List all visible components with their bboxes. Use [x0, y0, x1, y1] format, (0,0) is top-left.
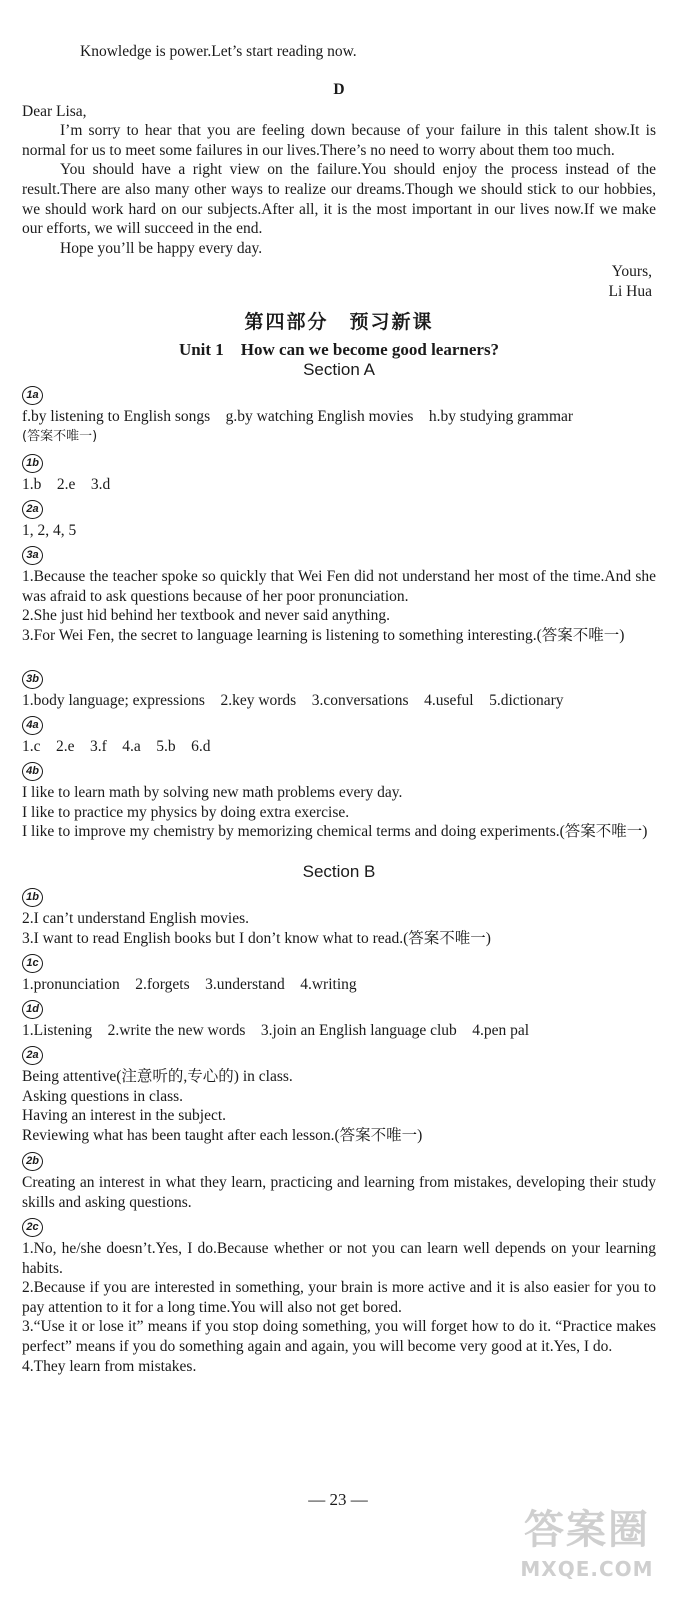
answer-line: 2.She just hid behind her textbook and never said anything. [22, 607, 391, 625]
watermark-text: 答案圈 [524, 1507, 650, 1553]
answer-block-a-2a [22, 498, 656, 541]
exercise-tag: 1b [22, 454, 43, 473]
answer-block-a-1b [22, 452, 656, 495]
exercise-tag: 4a [22, 716, 43, 735]
answer-line: 3.I want to read English books but I don’t know what to read.(答案不唯一) [22, 929, 491, 947]
answer-line: f.by listening to English songs g.by watching English movies h.by studying grammar [22, 408, 574, 425]
answer-line: 2.Because if you are interested in something, your brain is more active and it is also easier for you to pay attention to it for a long time.You will also not get bored. [22, 1279, 656, 1316]
answer-block-b-2b [22, 1150, 656, 1212]
exercise-tag: 2b [22, 1152, 43, 1171]
answer-block-b-2a [22, 1044, 656, 1145]
letter-paragraph-1: I’m sorry to hear that you are feeling down because of your failure in this talent show.It is normal for us to meet some failures in our lives.There’s no need to worry about them too much. [22, 122, 656, 159]
answer-line: 1.body language; expressions 2.key words 3.conversations 4.useful 5.dictionary [22, 692, 564, 709]
answer-block-b-2c [22, 1216, 656, 1376]
answer-line: 1.Because the teacher spoke so quickly that Wei Fen did not understand her most of the time.And she was afraid to ask questions because of her poor pronunciation. [22, 568, 656, 605]
answer-block-a-4a [22, 714, 656, 757]
watermark-logo [512, 1505, 662, 1595]
answer-line: 1, 2, 4, 5 [22, 522, 77, 539]
exercise-tag: 2a [22, 1046, 43, 1065]
answer-line: I like to improve my chemistry by memorizing chemical terms and doing experiments.(答案不唯一) [22, 823, 648, 841]
answer-block-a-3a [22, 544, 656, 645]
exercise-tag: 3b [22, 670, 43, 689]
section-b-heading: Section B [302, 862, 376, 881]
answer-line: 1.No, he/she doesn’t.Yes, I do.Because whether or not you can learn well depends on your learning habits. [22, 1240, 656, 1277]
answer-line: 3.For Wei Fen, the secret to language learning is listening to something interesting.(答案不唯一) [22, 626, 625, 644]
section-a-heading: Section A [303, 360, 375, 379]
letter-signature: Li Hua [608, 282, 652, 300]
answer-line: I like to practice my physics by doing extra exercise. [22, 803, 350, 821]
intro-line: Knowledge is power.Let’s start reading now. [80, 43, 357, 60]
answer-line: Creating an interest in what they learn, practicing and learning from mistakes, developing their study skills and asking questions. [22, 1174, 656, 1211]
letter-greeting: Dear Lisa, [22, 102, 87, 120]
letter-paragraph-3: Hope you’ll be happy every day. [60, 239, 263, 257]
exercise-tag: 1d [22, 1000, 43, 1019]
answer-line: Reviewing what has been taught after each lesson.(答案不唯一) [22, 1126, 423, 1144]
exercise-tag: 1a [22, 386, 43, 405]
exercise-tag: 3a [22, 546, 43, 565]
answer-line: Being attentive(注意听的,专心的) in class. [22, 1068, 293, 1085]
part-title: 第四部分 预习新课 [244, 311, 434, 333]
answer-line: Asking questions in class. [22, 1087, 184, 1105]
exercise-tag: 4b [22, 762, 43, 781]
answer-line: 3.“Use it or lose it” means if you stop doing something, you will forget how to do it. “Practice makes perfect” means if you do something again and again, you will become very good at it.Yes, I do. [22, 1318, 656, 1355]
answer-line: 1.pronunciation 2.forgets 3.understand 4.writing [22, 976, 357, 993]
answer-block-b-1d [22, 998, 656, 1041]
answer-line: 2.I can’t understand English movies. [22, 910, 250, 927]
watermark-url: MXQE.COM [520, 1557, 654, 1581]
exercise-tag: 1b [22, 888, 43, 907]
answer-line: (答案不唯一) [22, 428, 98, 444]
answer-line: 1.c 2.e 3.f 4.a 5.b 6.d [22, 738, 211, 755]
answer-block-a-4b [22, 760, 656, 842]
answer-line: 4.They learn from mistakes. [22, 1357, 197, 1375]
letter-closing: Yours, [611, 263, 652, 281]
answer-line: Having an interest in the subject. [22, 1107, 227, 1125]
letter-d [22, 80, 656, 302]
letter-heading: D [333, 81, 345, 98]
exercise-tag: 2c [22, 1218, 43, 1237]
page-number: — 23 — [308, 1490, 368, 1509]
answer-line: I like to learn math by solving new math problems every day. [22, 784, 403, 801]
answer-block-b-1c [22, 952, 656, 995]
unit-title: Unit 1 How can we become good learners? [178, 340, 500, 359]
answer-block-a-3b [22, 668, 656, 711]
letter-paragraph-2: You should have a right view on the failure.You should enjoy the process instead of the result.There are also many other ways to realize our dreams.Though we should stick to our hobbies, we should work hard on our subjects.After all, it is the most important in our lives now.If we make our efforts, we will succeed in the end. [22, 161, 656, 238]
answer-block-a-1a [22, 384, 656, 446]
answer-line: 1.Listening 2.write the new words 3.join an English language club 4.pen pal [22, 1022, 530, 1039]
answer-block-b-1b [22, 886, 656, 948]
exercise-tag: 1c [22, 954, 43, 973]
exercise-tag: 2a [22, 500, 43, 519]
answer-line: 1.b 2.e 3.d [22, 476, 111, 493]
